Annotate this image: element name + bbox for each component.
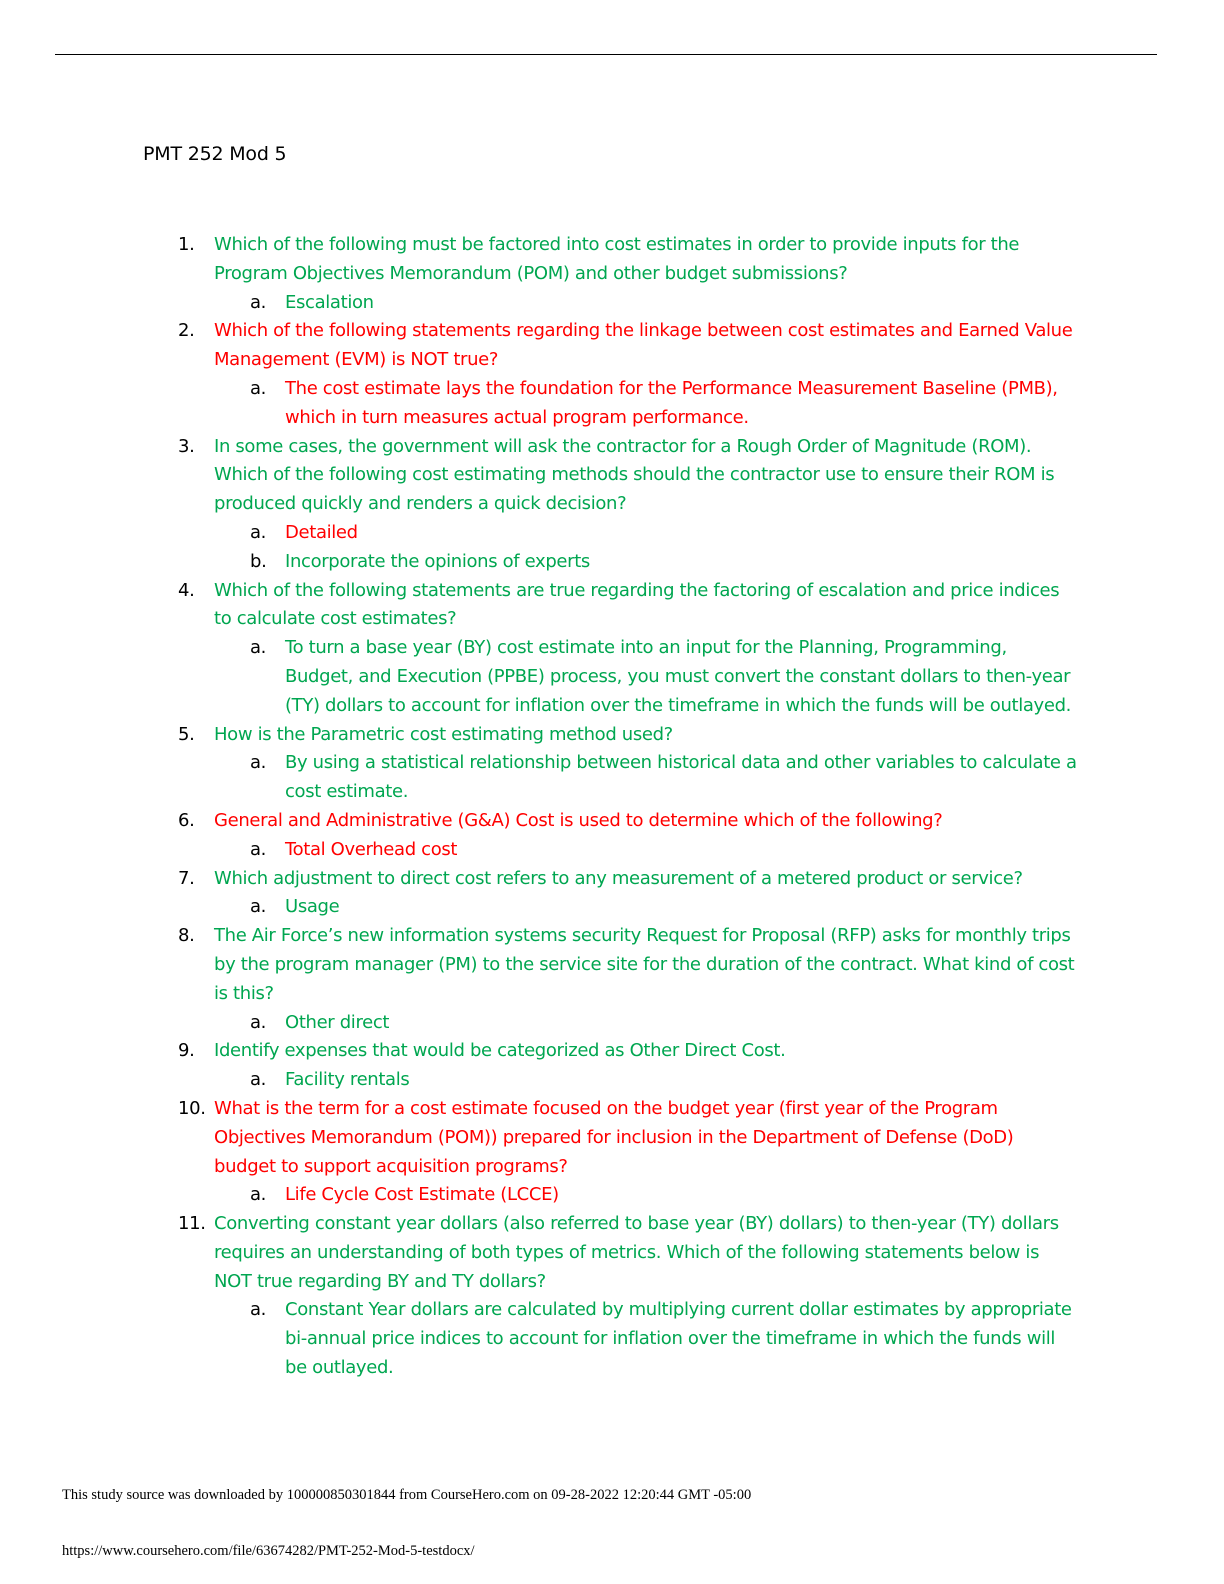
answer-text: Incorporate the opinions of experts: [285, 550, 590, 572]
question-item: [178, 231, 1078, 317]
question-number: 2.: [178, 320, 195, 342]
answer-letter: a.: [250, 896, 267, 918]
question-number: 11.: [178, 1213, 206, 1235]
answer-letter: b.: [250, 550, 267, 572]
document-title: PMT 252 Mod 5: [143, 143, 287, 165]
answer-item: [214, 1181, 1078, 1210]
question-text: The Air Force’s new information systems security Request for Proposal (RFP) asks for monthly trips by the program manager (PM) to the service site for the duration of the contract. What kind of cost is this?: [214, 925, 1075, 1004]
answer-item: [214, 1066, 1078, 1095]
answer-list: [214, 1296, 1078, 1382]
question-number: 4.: [178, 579, 195, 601]
question-text: General and Administrative (G&A) Cost is used to determine which of the following?: [214, 809, 943, 831]
answer-item: [214, 1296, 1078, 1382]
answer-letter: a.: [250, 1069, 267, 1091]
answer-text: By using a statistical relationship between historical data and other variables to calculate a cost estimate.: [285, 752, 1077, 803]
question-item: [178, 721, 1078, 807]
answer-letter: a.: [250, 637, 267, 659]
question-text: How is the Parametric cost estimating method used?: [214, 723, 673, 745]
answer-text: Detailed: [285, 521, 358, 543]
answer-text: Usage: [285, 896, 340, 918]
answer-text: To turn a base year (BY) cost estimate into an input for the Planning, Programming, Budget, and Execution (PPBE) process, you must convert the constant dollars to then-year (TY) dollars to account for inflation over the timeframe in which the funds will be outlayed.: [285, 637, 1072, 716]
download-notice: This study source was downloaded by 100000850301844 from CourseHero.com on 09-28-2022 12:20:44 GMT -05:00: [62, 1487, 752, 1503]
question-number: 5.: [178, 723, 195, 745]
answer-text: Escalation: [285, 291, 374, 313]
question-item: [178, 807, 1078, 865]
question-text: Which adjustment to direct cost refers to any measurement of a metered product or service?: [214, 867, 1023, 889]
question-number: 9.: [178, 1040, 195, 1062]
source-url-link[interactable]: https://www.coursehero.com/file/63674282/PMT-252-Mod-5-testdocx/: [62, 1543, 475, 1559]
question-list: [178, 231, 1078, 1383]
question-text: Identify expenses that would be categorized as Other Direct Cost.: [214, 1040, 786, 1062]
question-item: [178, 1095, 1078, 1210]
answer-text: Life Cycle Cost Estimate (LCCE): [285, 1184, 559, 1206]
question-item: [178, 922, 1078, 1037]
answer-item: [214, 289, 1078, 318]
question-text: Which of the following must be factored into cost estimates in order to provide inputs for the Program Objectives Memorandum (POM) and other budget submissions?: [214, 234, 1020, 284]
top-divider: [55, 54, 1157, 55]
answer-letter: a.: [250, 1184, 267, 1206]
answer-item: [214, 519, 1078, 548]
question-item: [178, 433, 1078, 577]
answer-item: [214, 749, 1078, 807]
question-item: [178, 577, 1078, 721]
answer-list: [214, 836, 1078, 865]
answer-text: Constant Year dollars are calculated by multiplying current dollar estimates by appropriate bi-annual price indices to account for inflation over the timeframe in which the funds will be outlayed.: [285, 1299, 1072, 1379]
question-text: Converting constant year dollars (also referred to base year (BY) dollars) to then-year (TY) dollars requires an understanding of both types of metrics. Which of the following statements below is NOT true regarding BY and TY dollars?: [214, 1213, 1059, 1292]
answer-list: [214, 1066, 1078, 1095]
question-text: Which of the following statements regarding the linkage between cost estimates and Earned Value Management (EVM) is NOT true?: [214, 320, 1073, 371]
answer-list: [214, 519, 1078, 577]
answer-text: Other direct: [285, 1011, 390, 1033]
answer-item: [214, 375, 1078, 433]
answer-item: [214, 548, 1078, 577]
answer-list: [214, 893, 1078, 922]
question-number: 7.: [178, 867, 195, 889]
answer-letter: a.: [250, 1011, 267, 1033]
question-item: [178, 1210, 1078, 1383]
question-text: Which of the following statements are true regarding the factoring of escalation and price indices to calculate cost estimates?: [214, 579, 1060, 630]
answer-text: Facility rentals: [285, 1069, 410, 1091]
answer-letter: a.: [250, 377, 267, 399]
question-text: What is the term for a cost estimate focused on the budget year (first year of the Program Objectives Memorandum (POM)) prepared for inclusion in the Department of Defense (DoD) budget to support acquisition programs?: [214, 1097, 1014, 1177]
question-text: In some cases, the government will ask the contractor for a Rough Order of Magnitude (ROM). Which of the following cost estimating methods should the contractor use to ensure their ROM is produced quickly and renders a quick decision?: [214, 435, 1055, 515]
question-number: 3.: [178, 435, 195, 457]
answer-item: [214, 634, 1078, 720]
question-number: 1.: [178, 234, 195, 255]
answer-list: [214, 375, 1078, 433]
answer-item: [214, 1009, 1078, 1038]
question-number: 8.: [178, 925, 195, 947]
answer-text: Total Overhead cost: [285, 838, 458, 860]
answer-item: [214, 836, 1078, 865]
answer-letter: a.: [250, 838, 267, 860]
question-item: [178, 865, 1078, 923]
answer-text: The cost estimate lays the foundation for the Performance Measurement Baseline (PMB), which in turn measures actual program performance.: [285, 377, 1058, 428]
answer-list: [214, 289, 1078, 318]
question-item: [178, 1037, 1078, 1095]
answer-list: [214, 1181, 1078, 1210]
answer-letter: a.: [250, 752, 267, 774]
question-number: 10.: [178, 1097, 206, 1119]
question-item: [178, 317, 1078, 432]
answer-list: [214, 634, 1078, 720]
answer-list: [214, 1009, 1078, 1038]
answer-item: [214, 893, 1078, 922]
question-number: 6.: [178, 809, 195, 831]
answer-letter: a.: [250, 1299, 267, 1321]
answer-letter: a.: [250, 521, 267, 543]
answer-letter: a.: [250, 291, 267, 313]
answer-list: [214, 749, 1078, 807]
